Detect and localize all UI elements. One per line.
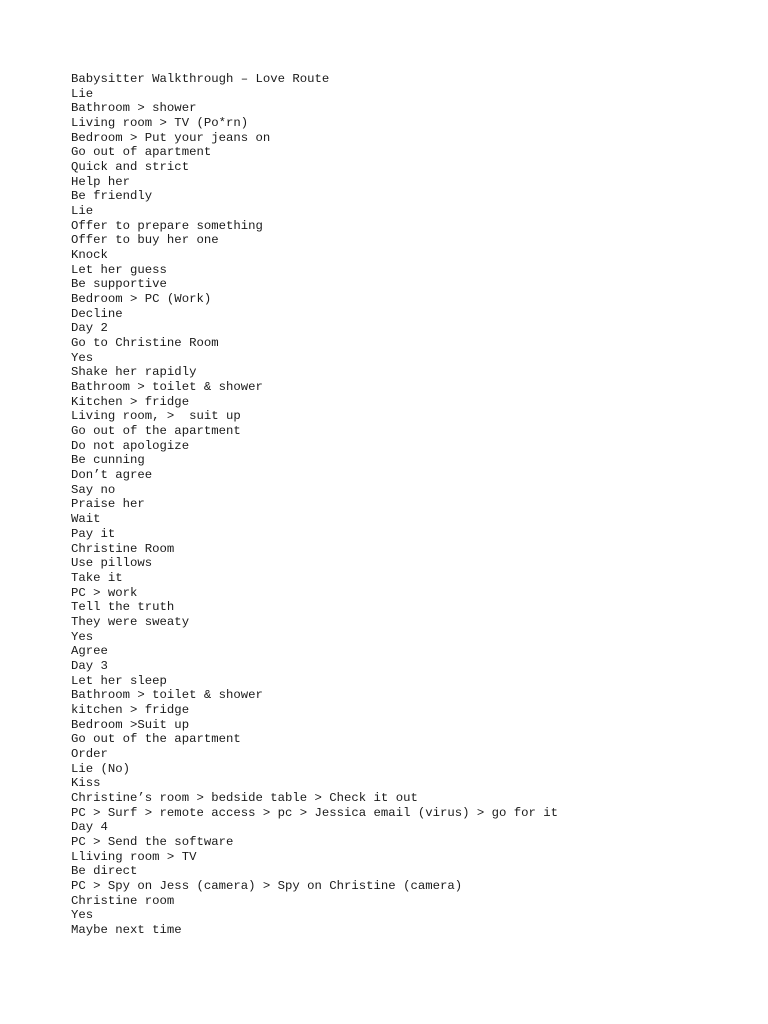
walkthrough-step-line: Kiss bbox=[71, 776, 101, 791]
walkthrough-step-line: Offer to prepare something bbox=[71, 218, 263, 233]
walkthrough-step-line: PC > Surf > remote access > pc > Jessica email (virus) > go for it bbox=[71, 805, 559, 820]
walkthrough-step-line: Kitchen > fridge bbox=[71, 394, 190, 409]
walkthrough-step-line: Lie (No) bbox=[71, 761, 131, 776]
walkthrough-step-line: Be direct bbox=[71, 864, 138, 879]
walkthrough-step-line: Bathroom > shower bbox=[71, 101, 197, 116]
walkthrough-step-line: Lie bbox=[71, 204, 94, 219]
walkthrough-step-line: Living room > TV (Po*rn) bbox=[71, 116, 249, 131]
walkthrough-step-line: Christine Room bbox=[71, 541, 175, 556]
walkthrough-step-line: Let her sleep bbox=[71, 673, 167, 688]
walkthrough-step-line: Christine room bbox=[71, 893, 175, 908]
walkthrough-step-line: Lliving room > TV bbox=[71, 849, 197, 864]
walkthrough-step-line: Go out of apartment bbox=[71, 145, 212, 160]
walkthrough-step-line: Day 2 bbox=[71, 321, 108, 336]
walkthrough-step-line: Go to Christine Room bbox=[71, 336, 219, 351]
walkthrough-step-line: Order bbox=[71, 746, 108, 761]
walkthrough-step-line: Be supportive bbox=[71, 277, 167, 292]
walkthrough-step-line: Bedroom > PC (Work) bbox=[71, 292, 212, 307]
walkthrough-step-line: Be cunning bbox=[71, 453, 145, 468]
document-page bbox=[71, 72, 751, 938]
walkthrough-step-line: Yes bbox=[71, 629, 94, 644]
walkthrough-step-line: Lie bbox=[71, 86, 94, 101]
walkthrough-step-line: Yes bbox=[71, 350, 94, 365]
walkthrough-step-line: Maybe next time bbox=[71, 922, 182, 937]
walkthrough-step-line: Bedroom >Suit up bbox=[71, 717, 190, 732]
walkthrough-step-line: Go out of the apartment bbox=[71, 424, 241, 439]
walkthrough-step-line: They were sweaty bbox=[71, 614, 190, 629]
walkthrough-step-line: Christine’s room > bedside table > Check it out bbox=[71, 790, 418, 805]
document-title: Babysitter Walkthrough – Love Route bbox=[71, 72, 330, 86]
walkthrough-step-line: Knock bbox=[71, 248, 108, 263]
walkthrough-step-line: Don’t agree bbox=[71, 468, 153, 483]
walkthrough-step-line: Bathroom > toilet & shower bbox=[71, 380, 263, 395]
walkthrough-step-line: Day 4 bbox=[71, 820, 108, 835]
walkthrough-step-line: Tell the truth bbox=[71, 600, 175, 615]
walkthrough-step-line: Take it bbox=[71, 570, 123, 585]
walkthrough-step-line: Decline bbox=[71, 306, 123, 321]
walkthrough-step-line: Do not apologize bbox=[71, 438, 190, 453]
walkthrough-step-line: Go out of the apartment bbox=[71, 732, 241, 747]
walkthrough-step-line: Use pillows bbox=[71, 556, 153, 571]
walkthrough-step-line: Quick and strict bbox=[71, 160, 190, 175]
walkthrough-step-line: PC > Send the software bbox=[71, 834, 234, 849]
walkthrough-step-line: Say no bbox=[71, 482, 116, 497]
walkthrough-step-line: Help her bbox=[71, 174, 131, 189]
walkthrough-step-line: Pay it bbox=[71, 526, 116, 541]
walkthrough-step-line: Yes bbox=[71, 908, 94, 923]
walkthrough-step-line: Living room, > suit up bbox=[71, 409, 241, 424]
walkthrough-step-line: Agree bbox=[71, 644, 108, 659]
walkthrough-step-line: PC > Spy on Jess (camera) > Spy on Christine (camera) bbox=[71, 878, 463, 893]
walkthrough-step-line: kitchen > fridge bbox=[71, 702, 190, 717]
walkthrough-step-line: Bedroom > Put your jeans on bbox=[71, 130, 271, 145]
walkthrough-step-line: Praise her bbox=[71, 497, 145, 512]
walkthrough-step-line: Shake her rapidly bbox=[71, 365, 197, 380]
walkthrough-step-line: Be friendly bbox=[71, 189, 153, 204]
walkthrough-step-line: Wait bbox=[71, 512, 101, 527]
walkthrough-step-line: Let her guess bbox=[71, 262, 167, 277]
walkthrough-step-line: Offer to buy her one bbox=[71, 233, 219, 248]
walkthrough-step-line: PC > work bbox=[71, 585, 138, 600]
walkthrough-step-line: Bathroom > toilet & shower bbox=[71, 688, 263, 703]
walkthrough-step-line: Day 3 bbox=[71, 658, 108, 673]
